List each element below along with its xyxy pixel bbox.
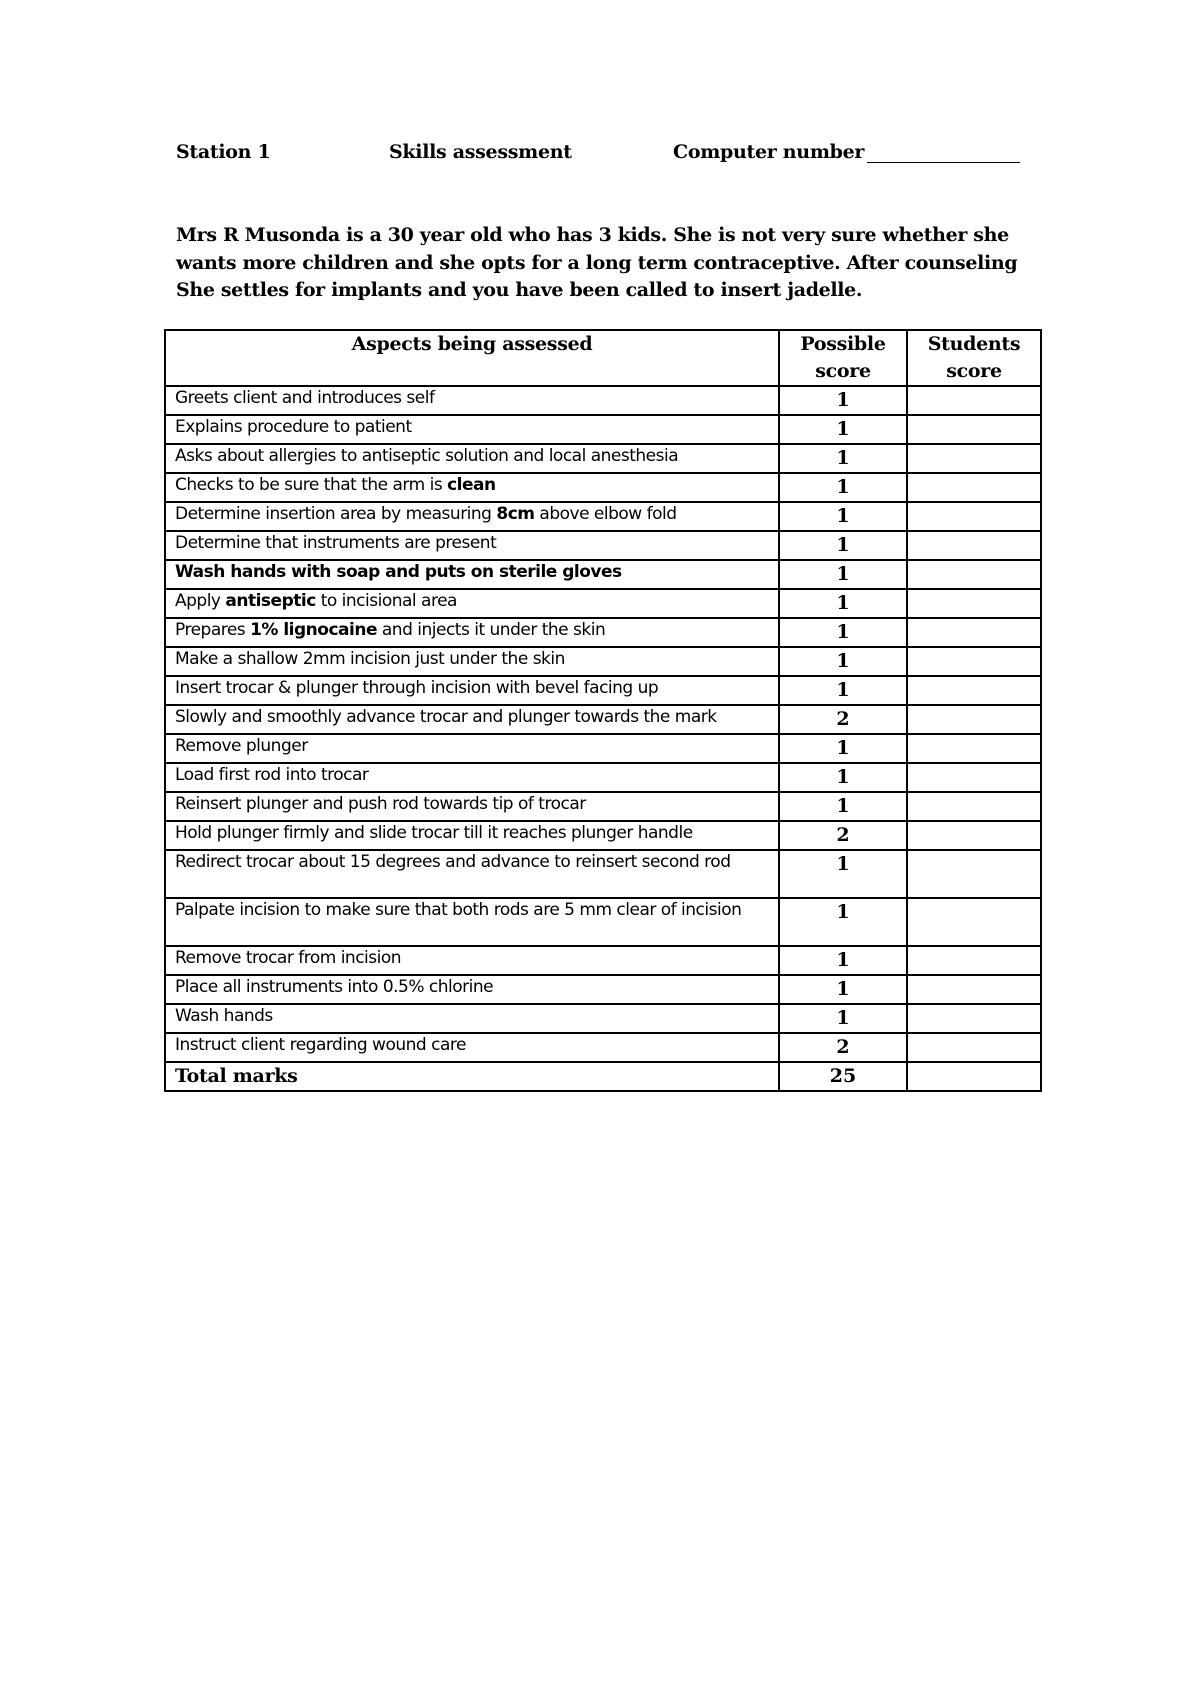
- table-row: [165, 502, 1041, 531]
- possible-score-cell: 1: [779, 946, 907, 975]
- aspect-text: Palpate incision to make sure that both rods are 5 mm clear of incision: [175, 900, 742, 920]
- table-row: [165, 589, 1041, 618]
- aspect-text: Insert trocar & plunger through incision with bevel facing up: [175, 678, 659, 698]
- aspect-text: Make a shallow 2mm incision just under the skin: [175, 649, 565, 669]
- possible-score-cell: 2: [779, 705, 907, 734]
- student-score-cell[interactable]: [907, 946, 1041, 975]
- aspect-text: Remove plunger: [175, 736, 308, 756]
- student-score-cell[interactable]: [907, 792, 1041, 821]
- aspect-cell: [165, 502, 779, 531]
- aspect-text: to incisional area: [315, 591, 457, 611]
- table-row: [165, 734, 1041, 763]
- aspect-cell: [165, 763, 779, 792]
- aspect-text: Asks about allergies to antiseptic solution and local anesthesia: [175, 446, 679, 466]
- aspect-text: Determine insertion area by measuring: [175, 504, 497, 524]
- possible-score-cell: 1: [779, 415, 907, 444]
- aspect-text: 1% lignocaine: [250, 620, 377, 640]
- table-row: [165, 444, 1041, 473]
- table-row: [165, 946, 1041, 975]
- student-score-cell[interactable]: [907, 898, 1041, 946]
- total-student-score-cell[interactable]: [907, 1062, 1041, 1091]
- possible-score-cell: 1: [779, 560, 907, 589]
- aspect-text: above elbow fold: [534, 504, 677, 524]
- student-score-cell[interactable]: [907, 473, 1041, 502]
- student-score-cell[interactable]: [907, 502, 1041, 531]
- aspect-text: Reinsert plunger and push rod towards tip of trocar: [175, 794, 586, 814]
- possible-score-cell: 1: [779, 898, 907, 946]
- scenario-line: She settles for implants and you have been called to insert jadelle.: [176, 279, 863, 301]
- possible-score-cell: 1: [779, 1004, 907, 1033]
- page-header: [176, 141, 1026, 171]
- table-row: [165, 1004, 1041, 1033]
- possible-score-cell: 1: [779, 502, 907, 531]
- table-row: [165, 676, 1041, 705]
- aspect-text: Greets client and introduces self: [175, 388, 435, 408]
- aspect-cell: [165, 975, 779, 1004]
- aspect-cell: [165, 473, 779, 502]
- table-header-row: [165, 330, 1041, 386]
- table-row: [165, 821, 1041, 850]
- aspect-text: Checks to be sure that the arm is: [175, 475, 448, 495]
- aspect-text: antiseptic: [225, 591, 316, 611]
- aspect-cell: [165, 531, 779, 560]
- aspect-cell: [165, 792, 779, 821]
- possible-score-cell: 1: [779, 850, 907, 898]
- student-score-cell[interactable]: [907, 444, 1041, 473]
- scenario-paragraph: [176, 222, 1026, 305]
- aspect-cell: [165, 444, 779, 473]
- aspect-cell: [165, 1033, 779, 1062]
- total-possible-score: 25: [779, 1062, 907, 1091]
- total-row: [165, 1062, 1041, 1091]
- aspect-text: Explains procedure to patient: [175, 417, 412, 437]
- aspect-cell: [165, 618, 779, 647]
- student-score-cell[interactable]: [907, 850, 1041, 898]
- student-score-cell[interactable]: [907, 1004, 1041, 1033]
- student-score-cell[interactable]: [907, 415, 1041, 444]
- aspect-cell: [165, 705, 779, 734]
- station-label: Station 1: [176, 141, 271, 163]
- student-score-cell[interactable]: [907, 386, 1041, 415]
- student-score-cell[interactable]: [907, 763, 1041, 792]
- possible-score-cell: 2: [779, 1033, 907, 1062]
- possible-score-cell: 1: [779, 763, 907, 792]
- aspect-text: and injects it under the skin: [376, 620, 606, 640]
- aspect-cell: [165, 898, 779, 946]
- possible-score-cell: 1: [779, 589, 907, 618]
- table-row: [165, 1033, 1041, 1062]
- aspect-cell: [165, 1004, 779, 1033]
- possible-score-cell: 1: [779, 676, 907, 705]
- aspect-text: Determine that instruments are present: [175, 533, 497, 553]
- aspect-cell: [165, 415, 779, 444]
- aspect-cell: [165, 647, 779, 676]
- aspect-text: clean: [447, 475, 496, 495]
- student-score-cell[interactable]: [907, 589, 1041, 618]
- table-row: [165, 647, 1041, 676]
- aspect-cell: [165, 946, 779, 975]
- assessment-table: [164, 329, 1042, 1092]
- student-score-cell[interactable]: [907, 647, 1041, 676]
- table-row: [165, 975, 1041, 1004]
- table-row: [165, 705, 1041, 734]
- aspect-text: Wash hands: [175, 1006, 273, 1026]
- aspect-text: Prepares: [175, 620, 251, 640]
- table-row: [165, 792, 1041, 821]
- aspect-text: Wash hands with soap and puts on sterile gloves: [175, 562, 622, 582]
- possible-score-cell: 1: [779, 618, 907, 647]
- computer-number-blank[interactable]: [867, 162, 1020, 163]
- possible-score-cell: 2: [779, 821, 907, 850]
- aspect-text: Load first rod into trocar: [175, 765, 369, 785]
- table-row: [165, 618, 1041, 647]
- table-row: [165, 560, 1041, 589]
- student-score-cell[interactable]: [907, 618, 1041, 647]
- aspect-text: Remove trocar from incision: [175, 948, 402, 968]
- student-score-cell[interactable]: [907, 734, 1041, 763]
- table-row: [165, 473, 1041, 502]
- students-score-column-header: Students score: [907, 330, 1041, 386]
- possible-score-cell: 1: [779, 531, 907, 560]
- table-row: [165, 763, 1041, 792]
- possible-score-cell: 1: [779, 975, 907, 1004]
- aspect-cell: [165, 560, 779, 589]
- table-body: [165, 386, 1041, 1091]
- student-score-cell[interactable]: [907, 705, 1041, 734]
- table-row: [165, 850, 1041, 898]
- possible-score-cell: 1: [779, 444, 907, 473]
- aspect-text: Place all instruments into 0.5% chlorine: [175, 977, 494, 997]
- aspect-cell: [165, 850, 779, 898]
- aspect-cell: [165, 676, 779, 705]
- possible-score-cell: 1: [779, 792, 907, 821]
- scenario-line: Mrs R Musonda is a 30 year old who has 3 kids. She is not very sure whether she: [176, 224, 1009, 246]
- student-score-cell[interactable]: [907, 975, 1041, 1004]
- aspects-column-header: Aspects being assessed: [165, 330, 779, 386]
- possible-score-cell: 1: [779, 473, 907, 502]
- table-row: [165, 898, 1041, 946]
- aspect-cell: [165, 734, 779, 763]
- aspect-text: Instruct client regarding wound care: [175, 1035, 466, 1055]
- assessment-title: Skills assessment: [389, 141, 572, 163]
- aspect-cell: [165, 386, 779, 415]
- scenario-line: wants more children and she opts for a long term contraceptive. After counseling: [176, 251, 1018, 274]
- table-row: [165, 415, 1041, 444]
- table-row: [165, 531, 1041, 560]
- table-row: [165, 386, 1041, 415]
- total-label: Total marks: [165, 1062, 779, 1091]
- aspect-cell: [165, 589, 779, 618]
- possible-score-cell: 1: [779, 386, 907, 415]
- student-score-cell[interactable]: [907, 560, 1041, 589]
- student-score-cell[interactable]: [907, 531, 1041, 560]
- aspect-text: Redirect trocar about 15 degrees and advance to reinsert second rod: [175, 852, 731, 872]
- computer-number-label: Computer number: [673, 141, 865, 163]
- student-score-cell[interactable]: [907, 1033, 1041, 1062]
- aspect-text: Hold plunger firmly and slide trocar till it reaches plunger handle: [175, 823, 693, 843]
- aspect-text: Slowly and smoothly advance trocar and plunger towards the mark: [175, 707, 717, 727]
- aspect-text: 8cm: [496, 504, 535, 524]
- possible-score-column-header: Possible score: [779, 330, 907, 386]
- possible-score-cell: 1: [779, 647, 907, 676]
- aspect-cell: [165, 821, 779, 850]
- aspect-text: Apply: [175, 591, 226, 611]
- student-score-cell[interactable]: [907, 676, 1041, 705]
- possible-score-cell: 1: [779, 734, 907, 763]
- student-score-cell[interactable]: [907, 821, 1041, 850]
